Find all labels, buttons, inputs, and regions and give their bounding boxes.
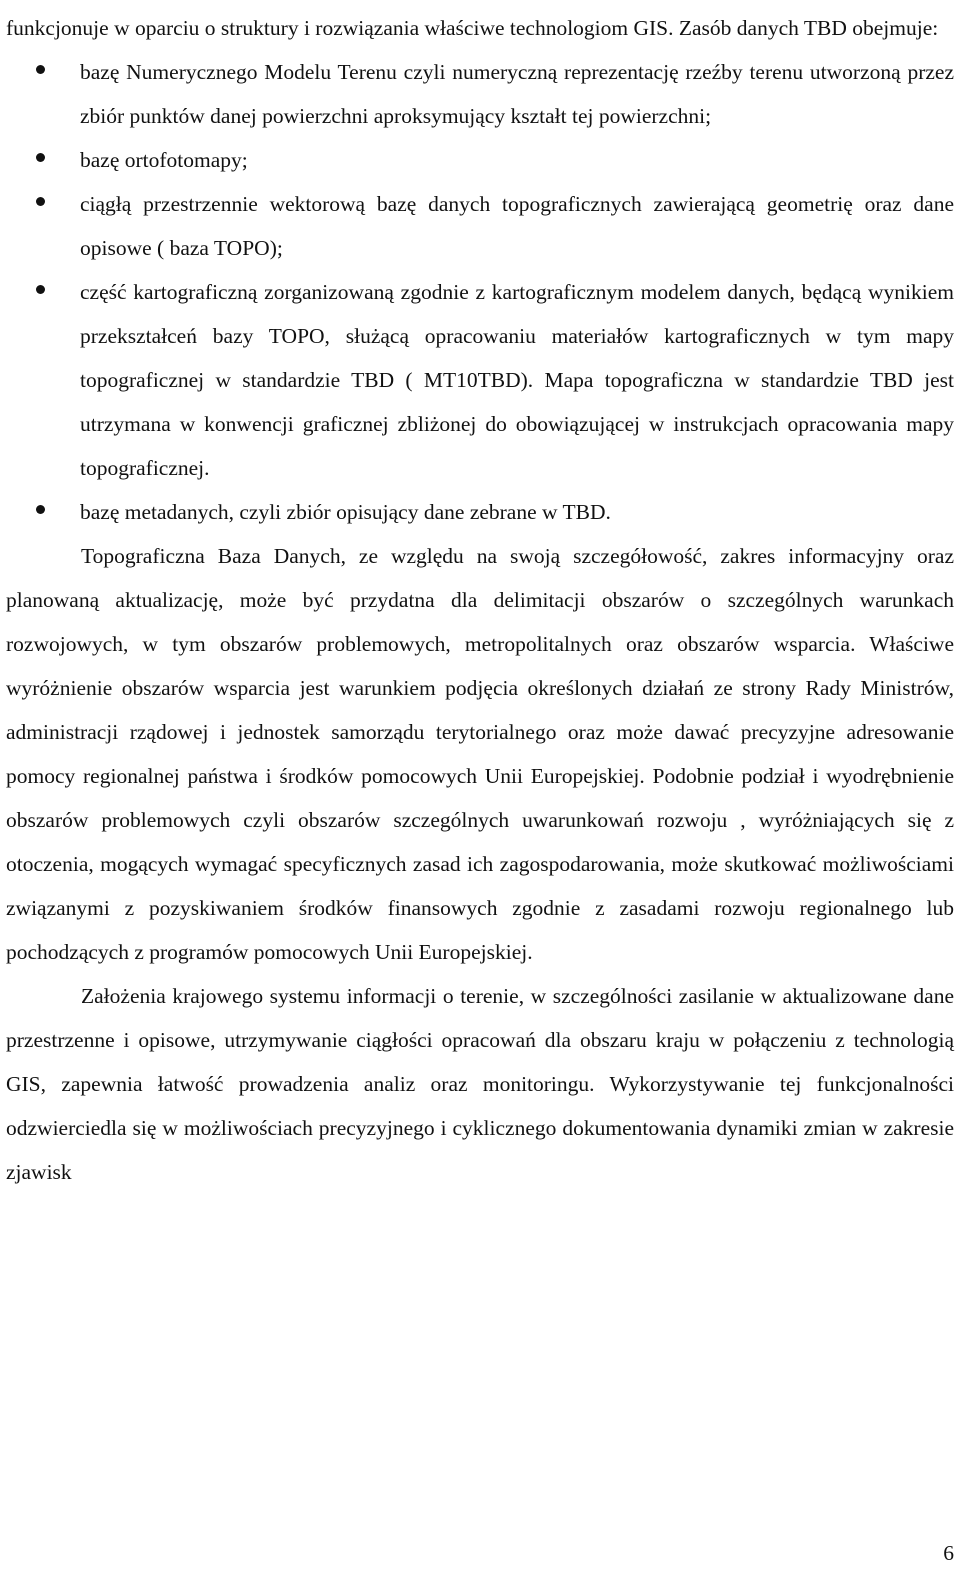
bullet-icon [36, 505, 45, 514]
body-text [6, 6, 954, 1194]
bullet-icon [36, 285, 45, 294]
page-number: 6 [943, 1541, 954, 1565]
bullet-icon [36, 65, 45, 74]
intro-paragraph: funkcjonuje w oparciu o struktury i rozwiązania właściwe technologiom GIS. Zasób danych TBD obejmuje: [6, 16, 939, 40]
bullet-icon [36, 153, 45, 162]
list-item [6, 182, 954, 270]
paragraph-system-assumptions: Założenia krajowego systemu informacji o terenie, w szczególności zasilanie w aktualizowane dane przestrzenne i opisowe, utrzymywanie ciągłości opracowań dla obszaru kraju w połączeniu z technologią GIS, zapewnia łatwość prowadzenia analiz oraz monitoringu. Wykorzystywanie tej funkcjonalności odzwierciedla się w możliwościach precyzyjnego i cyklicznego dokumentowania dynamiki zmian w zakresie zjawisk [6, 984, 954, 1184]
list-item [6, 490, 954, 534]
list-item [6, 270, 954, 490]
paragraph-tbd-usefulness: Topograficzna Baza Danych, ze względu na swoją szczegółowość, zakres informacyjny oraz planowaną aktualizację, może być przydatna dla delimitacji obszarów o szczególnych warunkach rozwojowych, w tym obszarów problemowych, metropolitalnych oraz obszarów wsparcia. Właściwe wyróżnienie obszarów wsparcia jest warunkiem podjęcia określonych działań ze strony Rady Ministrów, administracji rządowej i jednostek samorządu terytorialnego oraz może dawać precyzyjne adresowanie pomocy regionalnej państwa i środków pomocowych Unii Europejskiej. Podobnie podział i wyodrębnienie obszarów problemowych czyli obszarów szczególnych uwarunkowań rozwoju , wyróżniających się z otoczenia, mogących wymagać specyficznych zasad ich zagospodarowania, może skutkować możliwościami związanymi z pozyskiwaniem środków finansowych zgodnie z zasadami rozwoju regionalnego lub pochodzących z programów pomocowych Unii Europejskiej. [6, 544, 954, 964]
data-resources-list [6, 50, 954, 534]
list-item-text: bazę Numerycznego Modelu Terenu czyli numeryczną reprezentację rzeźby terenu utworzoną przez zbiór punktów danej powierzchni aproksymujący kształt tej powierzchni; [80, 60, 954, 128]
bullet-icon [36, 197, 45, 206]
list-item [6, 138, 954, 182]
list-item-text: bazę ortofotomapy; [80, 148, 248, 172]
list-item-text: bazę metadanych, czyli zbiór opisujący dane zebrane w TBD. [80, 500, 611, 524]
list-item [6, 50, 954, 138]
list-item-text: ciągłą przestrzennie wektorową bazę danych topograficznych zawierającą geometrię oraz dane opisowe ( baza TOPO); [80, 192, 954, 260]
list-item-text: część kartograficzną zorganizowaną zgodnie z kartograficznym modelem danych, będącą wynikiem przekształceń bazy TOPO, służącą opracowaniu materiałów kartograficznych w tym mapy topograficznej w standardzie TBD ( MT10TBD). Mapa topograficzna w standardzie TBD jest utrzymana w konwencji graficznej zbliżonej do obowiązującej w instrukcjach opracowania mapy topograficznej. [80, 280, 954, 480]
